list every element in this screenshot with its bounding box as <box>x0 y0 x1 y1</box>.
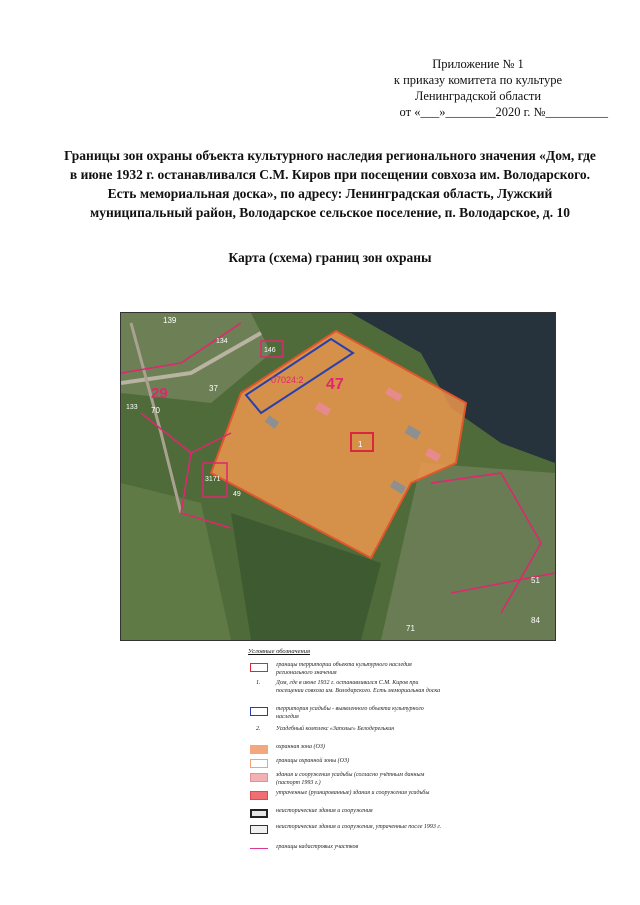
label-parcel-134: 134 <box>216 338 228 345</box>
label-parcel-code: 07024:2 <box>271 375 304 385</box>
swatch-orange-outline <box>250 759 268 768</box>
label-parcel-70: 70 <box>151 406 160 415</box>
appendix-date-line: от «___»________2020 г. №__________ <box>399 105 608 119</box>
appendix-header <box>348 56 608 120</box>
map-scheme <box>120 312 556 641</box>
label-object-1: 1 <box>358 440 363 449</box>
label-parcel-133: 133 <box>126 404 138 411</box>
label-parcel-37: 37 <box>209 384 218 393</box>
map-legend: Условные обозначения границы территории объекта культурного наследия регионального значения 1. Дом, где в июне 1932 г. останавливался С.М. Киров при посещении совхоза им. Володарского. Есть мемориальная доска территория усадьбы - выявленного объекта культурного наследия 2. Усадебный комплекс «Заполье» Белодерелькин охранная зона (ОЗ) границы охранной зоны (ОЗ) здания и сооружения усадьбы (согласно учётным данным (паспорт 1993 г.) утраченные (руинированные) здания и сооружения усадьбы неисторические здания и сооружения неисторические здания и сооружения, утраченные после 1993 г. границы кадастровых участков <box>248 648 442 850</box>
label-parcel-49: 49 <box>233 491 241 498</box>
swatch-red-outline <box>250 663 268 672</box>
swatch-dark-outline <box>250 809 268 818</box>
document-title: Границы зон охраны объекта культурного наследия регионального значения «Дом, где в июне 1932 г. останавливался С.М. Киров при посещении совхоза им. Володарского. Есть мемориальная доска», по адресу: Ленинградская область, Лужский муниципальный район, Володарское сельское поселение, п. Володарское, д. 10 <box>64 148 596 220</box>
swatch-dark-outline-2 <box>250 825 268 834</box>
label-parcel-51: 51 <box>531 576 540 585</box>
document-subtitle: Карта (схема) границ зон охраны <box>228 250 432 265</box>
appendix-line-1: Приложение № 1 <box>432 57 524 71</box>
swatch-orange-fill <box>250 745 268 754</box>
label-parcel-146: 146 <box>264 347 276 354</box>
label-parcel-84: 84 <box>531 616 540 625</box>
swatch-pink-fill <box>250 773 268 782</box>
map-image <box>121 313 555 640</box>
legend-title: Условные обозначения <box>248 648 310 655</box>
appendix-line-2: к приказу комитета по культуре <box>393 73 563 87</box>
label-parcel-139: 139 <box>163 316 177 325</box>
swatch-blue-outline <box>250 707 268 716</box>
swatch-red-fill <box>250 791 268 800</box>
swatch-magenta-line <box>250 848 268 849</box>
label-parcel-29: 29 <box>151 385 168 402</box>
appendix-line-3: Ленинградской области <box>414 89 542 103</box>
label-zone-number: 47 <box>326 376 344 393</box>
label-parcel-3171: 3171 <box>205 476 221 483</box>
label-parcel-71: 71 <box>406 624 415 633</box>
